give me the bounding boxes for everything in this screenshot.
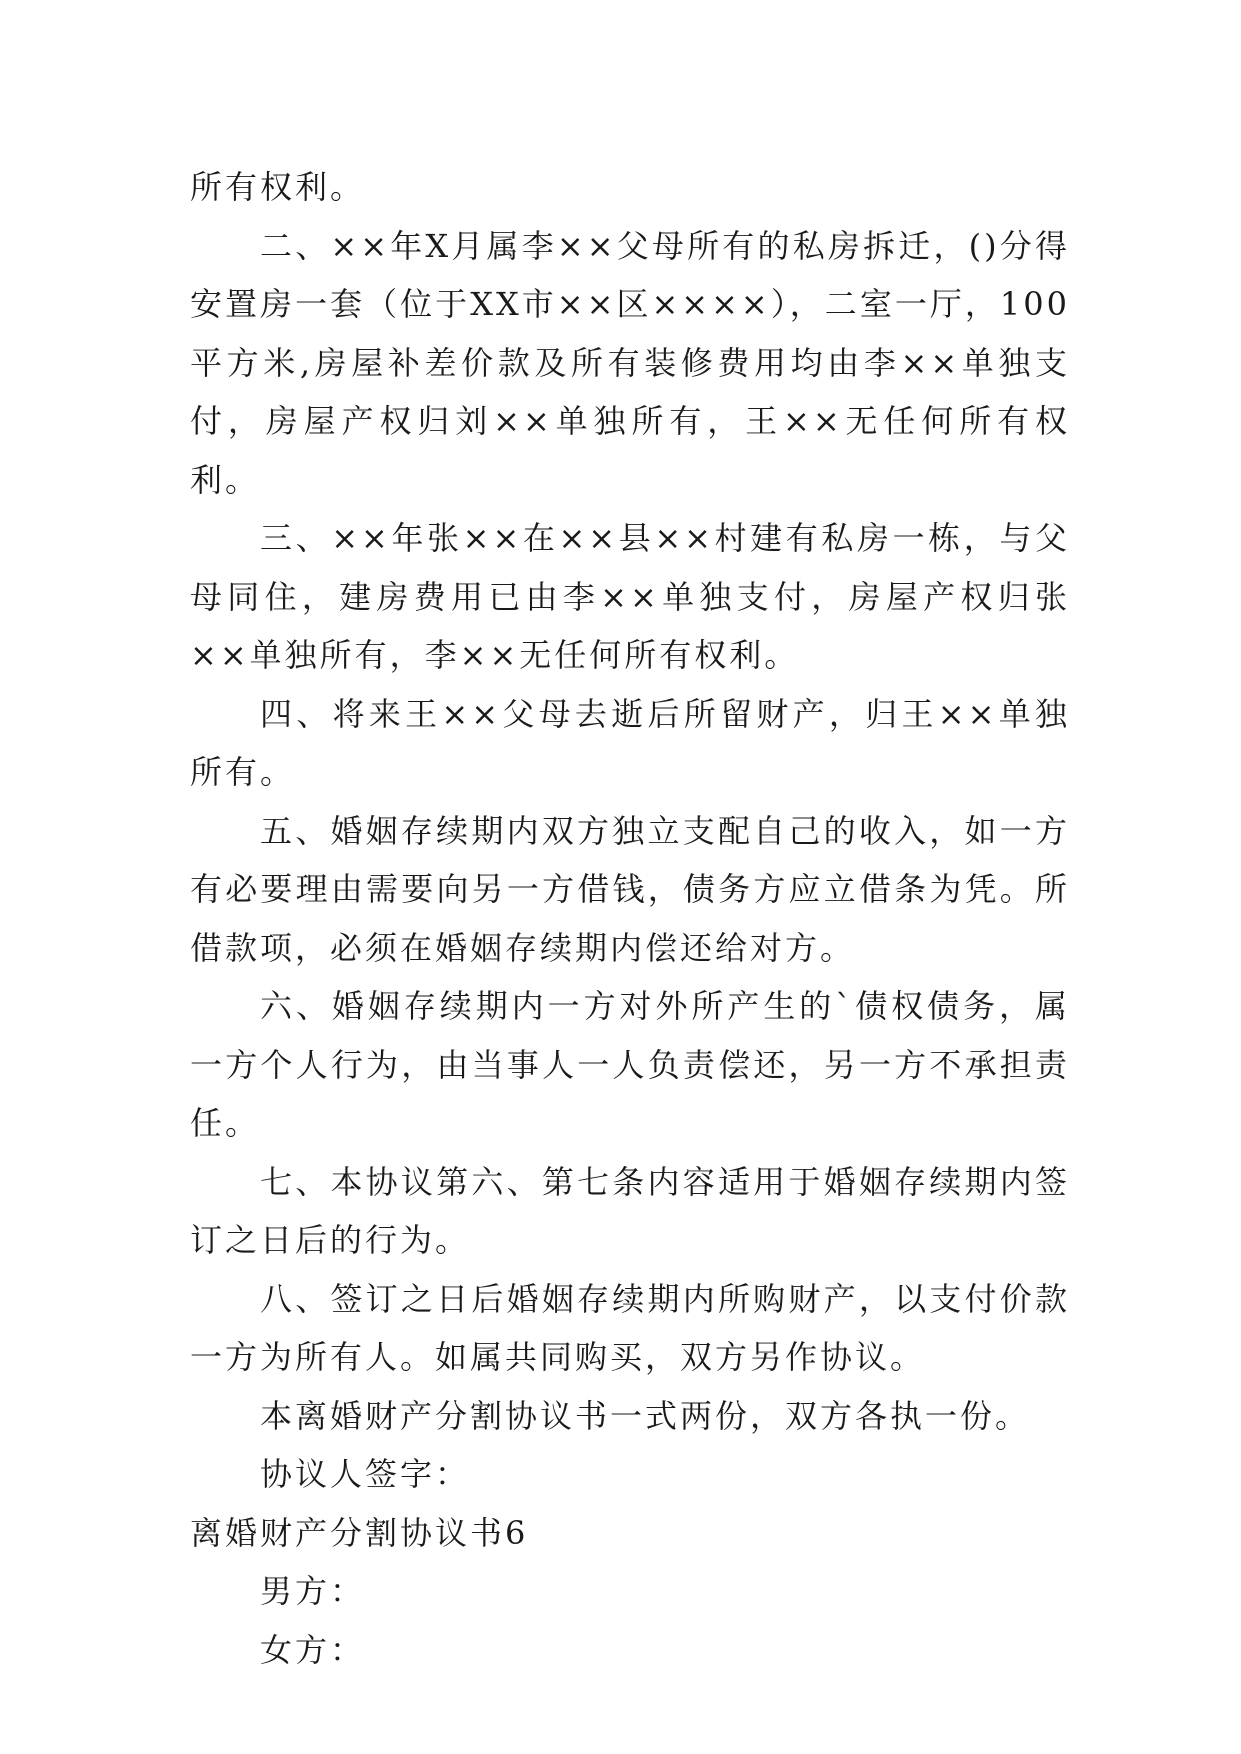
- clause-5-paragraph: 五、婚姻存续期内双方独立支配自己的收入，如一方有必要理由需要向另一方借钱，债务方应立借条为凭。所借款项，必须在婚姻存续期内偿还给对方。: [190, 811, 1070, 967]
- next-document-title: 离婚财产分割协议书6: [190, 1513, 529, 1552]
- clause-2-paragraph: 二、××年X月属李××父母所有的私房拆迁，()分得安置房一套（位于XX市××区××××），二室一厅，100平方米,房屋补差价款及所有装修费用均由李××单独支付，房屋产权归刘××单独所有，王××无任何所有权利。: [190, 226, 1070, 499]
- clause-6-paragraph: 六、婚姻存续期内一方对外所产生的`债权债务，属一方个人行为，由当事人一人负责偿还，另一方不承担责任。: [190, 987, 1070, 1142]
- copies-paragraph: 本离婚财产分割协议书一式两份，双方各执一份。: [260, 1396, 1031, 1435]
- document-body: [190, 158, 1070, 1679]
- male-party-label: 男方：: [260, 1572, 366, 1610]
- clause-7-paragraph: 七、本协议第六、第七条内容适用于婚姻存续期内签订之日后的行为。: [190, 1162, 1070, 1259]
- clause-3-paragraph: 三、××年张××在××县××村建有私房一栋，与父母同住，建房费用已由李××单独支付，房屋产权归张××单独所有，李××无任何所有权利。: [190, 519, 1070, 674]
- clause-8-paragraph: 八、签订之日后婚姻存续期内所购财产，以支付价款一方为所有人。如属共同购买，双方另作协议。: [190, 1279, 1070, 1376]
- signature-label: 协议人签字：: [260, 1455, 471, 1493]
- female-party-label: 女方：: [260, 1630, 366, 1669]
- paragraph-continued: 所有权利。: [190, 168, 366, 206]
- clause-4-paragraph: 四、将来王××父母去逝后所留财产，归王××单独所有。: [190, 694, 1070, 791]
